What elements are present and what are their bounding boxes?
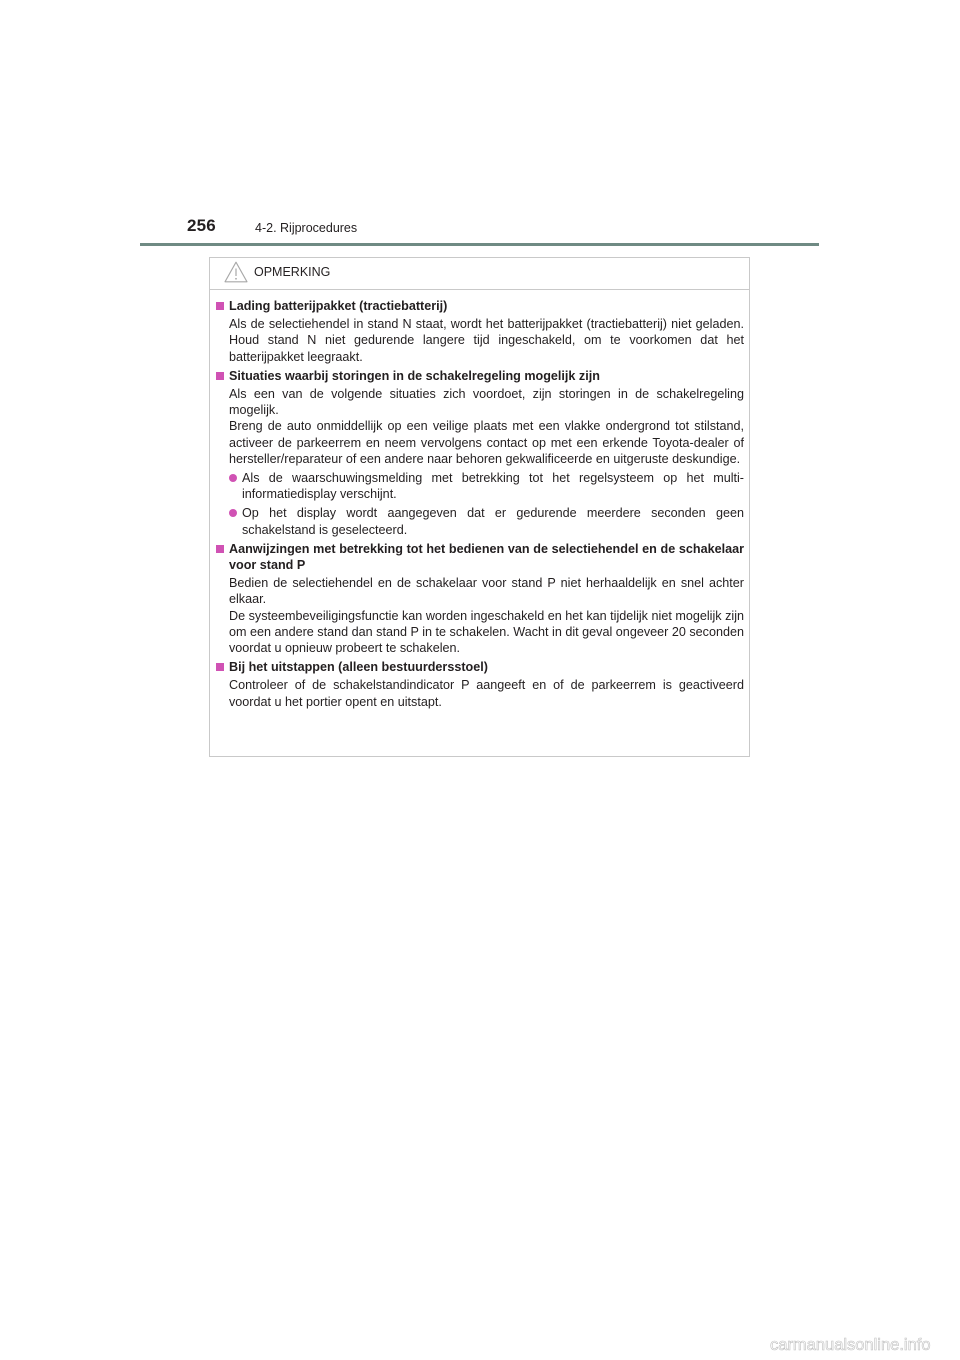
entry-title: Situaties waarbij storingen in de schakelregeling mogelijk zijn — [229, 368, 600, 383]
notice-entry — [216, 659, 744, 710]
entry-paragraph: De systeembeveiligingsfunctie kan worden ingeschakeld en het kan tijdelijk niet mogelijk zijn om een andere stand dan stand P in te schakelen. Wacht in dit geval ongeveer 20 seconden voordat u opnieuw probeert te schakelen. — [229, 608, 744, 656]
square-bullet-icon — [216, 372, 224, 380]
square-bullet-icon — [216, 302, 224, 310]
entry-paragraph: Controleer of de schakelstandindicator P aangeeft en of de parkeerrem is geactiveerd voordat u het portier opent en uitstapt. — [229, 678, 744, 709]
notice-title: OPMERKING — [254, 265, 331, 279]
entry-title: Lading batterijpakket (tractiebatterij) — [229, 299, 448, 313]
bullet-text: Op het display wordt aangegeven dat er gedurende meerdere seconden geen schakelstand is geselecteerd. — [242, 506, 744, 537]
entry-paragraph: Breng de auto onmiddellijk op een veilige plaats met een vlakke ondergrond tot stilstand, activeer de parkeerrem en neem vervolgens contact op met een erkende Toyota-dealer of hersteller/reparateur of een andere naar behoren gekwalificeerde en uitgeruste deskundige. — [229, 419, 744, 466]
entry-title: Bij het uitstappen (alleen bestuurdersstoel) — [229, 660, 488, 675]
header-rule — [140, 243, 819, 246]
warning-triangle-icon — [224, 261, 248, 288]
notice-header — [210, 258, 749, 290]
circle-bullet-icon — [229, 509, 237, 517]
notice-entry — [216, 368, 744, 538]
bullet-item — [229, 505, 744, 537]
entry-title: Aanwijzingen met betrekking tot het bedienen van de selectiehendel en de schakelaar voor stand P — [229, 541, 744, 573]
section-title: 4-2. Rijprocedures — [255, 221, 358, 235]
square-bullet-icon — [216, 663, 224, 671]
notice-box — [209, 257, 750, 757]
notice-entry — [216, 298, 744, 365]
bullet-item — [229, 470, 744, 502]
page-number: 256 — [187, 216, 216, 235]
entry-paragraph: Als een van de volgende situaties zich voordoet, zijn storingen in de schakelregeling mogelijk. — [229, 387, 744, 418]
bullet-text: Als de waarschuwingsmelding met betrekking tot het regelsysteem op het multi-informatiedisplay verschijnt. — [242, 471, 744, 502]
notice-entry — [216, 541, 744, 656]
watermark — [770, 1333, 956, 1355]
circle-bullet-icon — [229, 474, 237, 482]
entry-paragraph: Bedien de selectiehendel en de schakelaar voor stand P niet herhaaldelijk en snel achter elkaar. — [229, 576, 744, 607]
watermark-text: carmanualsonline.info — [770, 1336, 931, 1354]
square-bullet-icon — [216, 545, 224, 553]
entry-paragraph: Als de selectiehendel in stand N staat, wordt het batterijpakket (tractiebatterij) niet geladen. Houd stand N niet gedurende langere tijd ingeschakeld, om te voorkomen dat het batterijpakket leegraakt. — [229, 317, 744, 364]
notice-body — [216, 298, 744, 713]
